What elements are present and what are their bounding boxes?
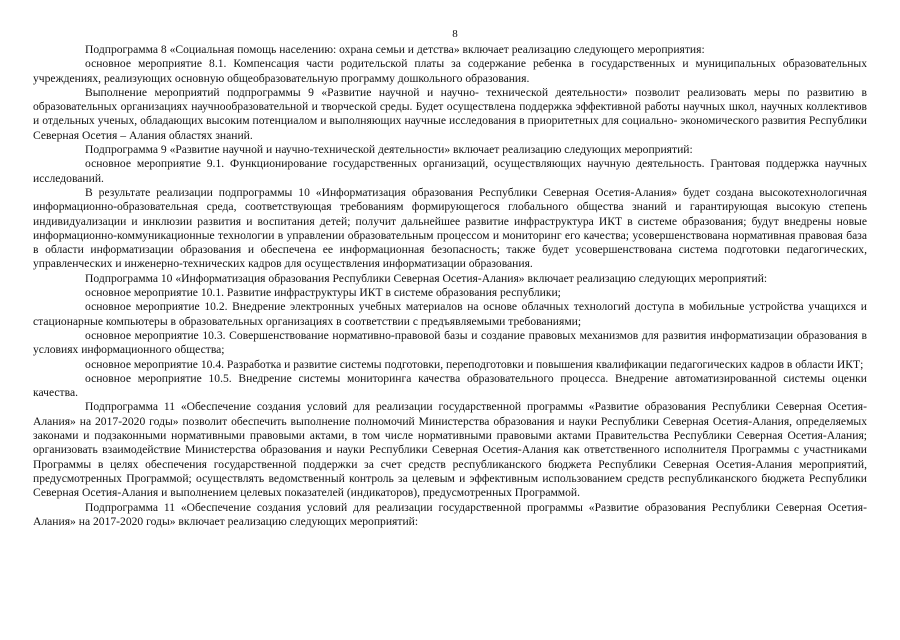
paragraph-subprogram-11-results: Подпрограмма 11 «Обеспечение создания условий для реализации государственной программы «Развитие образования Республики Северная Осетия-Алания» на 2017-2020 годы» позволит обеспечить выполнение полномочий Министерства образования и науки Республики Северная Осетия-Алания, определяемых законами и подзаконными нормативными правовыми актами, в том числе нормативными правовыми актами Правительства Республики Северная Осетия-Алания; организовать взаимодействие Министерства образования и науки Республики Северная Осетия-Алания как ответственного исполнителя Программы с участниками Программы в целях обеспечения государственной поддержки за счет средств республиканского бюджета Республики Северная Осетия-Алания мероприятий, предусмотренных Программой; осуществлять ведомственный контроль за целевым и эффективным использованием средств республиканского бюджета Республики Северная Осетия-Алания и выполнением целевых показателей (индикаторов), предусмотренных Программой. — [33, 400, 867, 500]
paragraph-measure-10-4: основное мероприятие 10.4. Разработка и развитие системы подготовки, переподготовки и повышения квалификации педагогических кадров в области ИКТ; — [85, 357, 864, 371]
paragraph-subprogram-10: Подпрограмма 10 «Информатизация образования Республики Северная Осетия-Алания» включает реализацию следующих мероприятий: — [85, 271, 768, 285]
page-number: 8 — [452, 28, 458, 40]
paragraph-subprogram-11: Подпрограмма 11 «Обеспечение создания условий для реализации государственной программы «Развитие образования Республики Северная Осетия-Алания» на 2017-2020 годы» включает реализацию следующих мероприятий: — [33, 500, 867, 528]
paragraph-subprogram-10-results: В результате реализации подпрограммы 10 «Информатизация образования Республики Северная Осетия-Алания» будет создана высокотехнологичная информационно-образовательная среда, соответствующая требованиям формирующегося глобального общества знаний и гарантирующая высокую степень индивидуализации и инклюзии развития и воспитания детей; получит дальнейшее развитие инфраструктура ИКТ в системе образования; будут внедрены новые информационно-коммуникационные технологии в управлении образовательным процессом и мониторинг его качества; усовершенствована нормативная правовая база в области информатизации образования и обеспечена ее информационная безопасность; также будет усовершенствована система подготовки педагогических, управленческих и инженерно-технических кадров для осуществления информатизации образования. — [33, 185, 867, 271]
paragraph-subprogram-9: Подпрограмма 9 «Развитие научной и научно-технической деятельности» включает реализацию следующих мероприятий: — [85, 143, 693, 157]
document-page — [33, 28, 867, 529]
paragraph-measure-10-1: основное мероприятие 10.1. Развитие инфраструктуры ИКТ в системе образования республики; — [85, 286, 561, 300]
paragraph-subprogram-9-results: Выполнение мероприятий подпрограммы 9 «Развитие научной и научно- технической деятельности» позволит реализовать меры по развитию в образовательных организациях научнообразовательной и творческой среды. Будет осуществлена поддержка эффективной работы научных школ, научных коллективов и отдельных ученых, обладающих высоким потенциалом и выполняющих научные исследования в приоритетных для социально- экономического развития Республики Северная Осетия – Алания областях знаний. — [33, 85, 867, 142]
paragraph-subprogram-8: Подпрограмма 8 «Социальная помощь населению: охрана семьи и детства» включает реализацию следующего мероприятия: — [85, 43, 705, 56]
paragraph-measure-9-1: основное мероприятие 9.1. Функционирование государственных организаций, осуществляющих научную деятельность. Грантовая поддержка научных исследований. — [33, 157, 867, 185]
paragraph-measure-10-2: основное мероприятие 10.2. Внедрение электронных учебных материалов на основе облачных технологий доступа в мобильные устройства учащихся и стационарные компьютеры в образовательных организациях в соответствии с предъявляемыми требованиями; — [33, 300, 867, 328]
paragraph-measure-10-5: основное мероприятие 10.5. Внедрение системы мониторинга качества образовательного процесса. Внедрение автоматизированной системы оценки качества. — [33, 371, 867, 400]
paragraph-measure-8-1: основное мероприятие 8.1. Компенсация части родительской платы за содержание ребенка в государственных и муниципальных образовательных учреждениях, реализующих основную общеобразовательную программу дошкольного образования. — [33, 57, 867, 85]
paragraph-measure-10-3: основное мероприятие 10.3. Совершенствование нормативно-правовой базы и создание правовых механизмов для развития информатизации образования в условиях информационного общества; — [33, 328, 867, 357]
